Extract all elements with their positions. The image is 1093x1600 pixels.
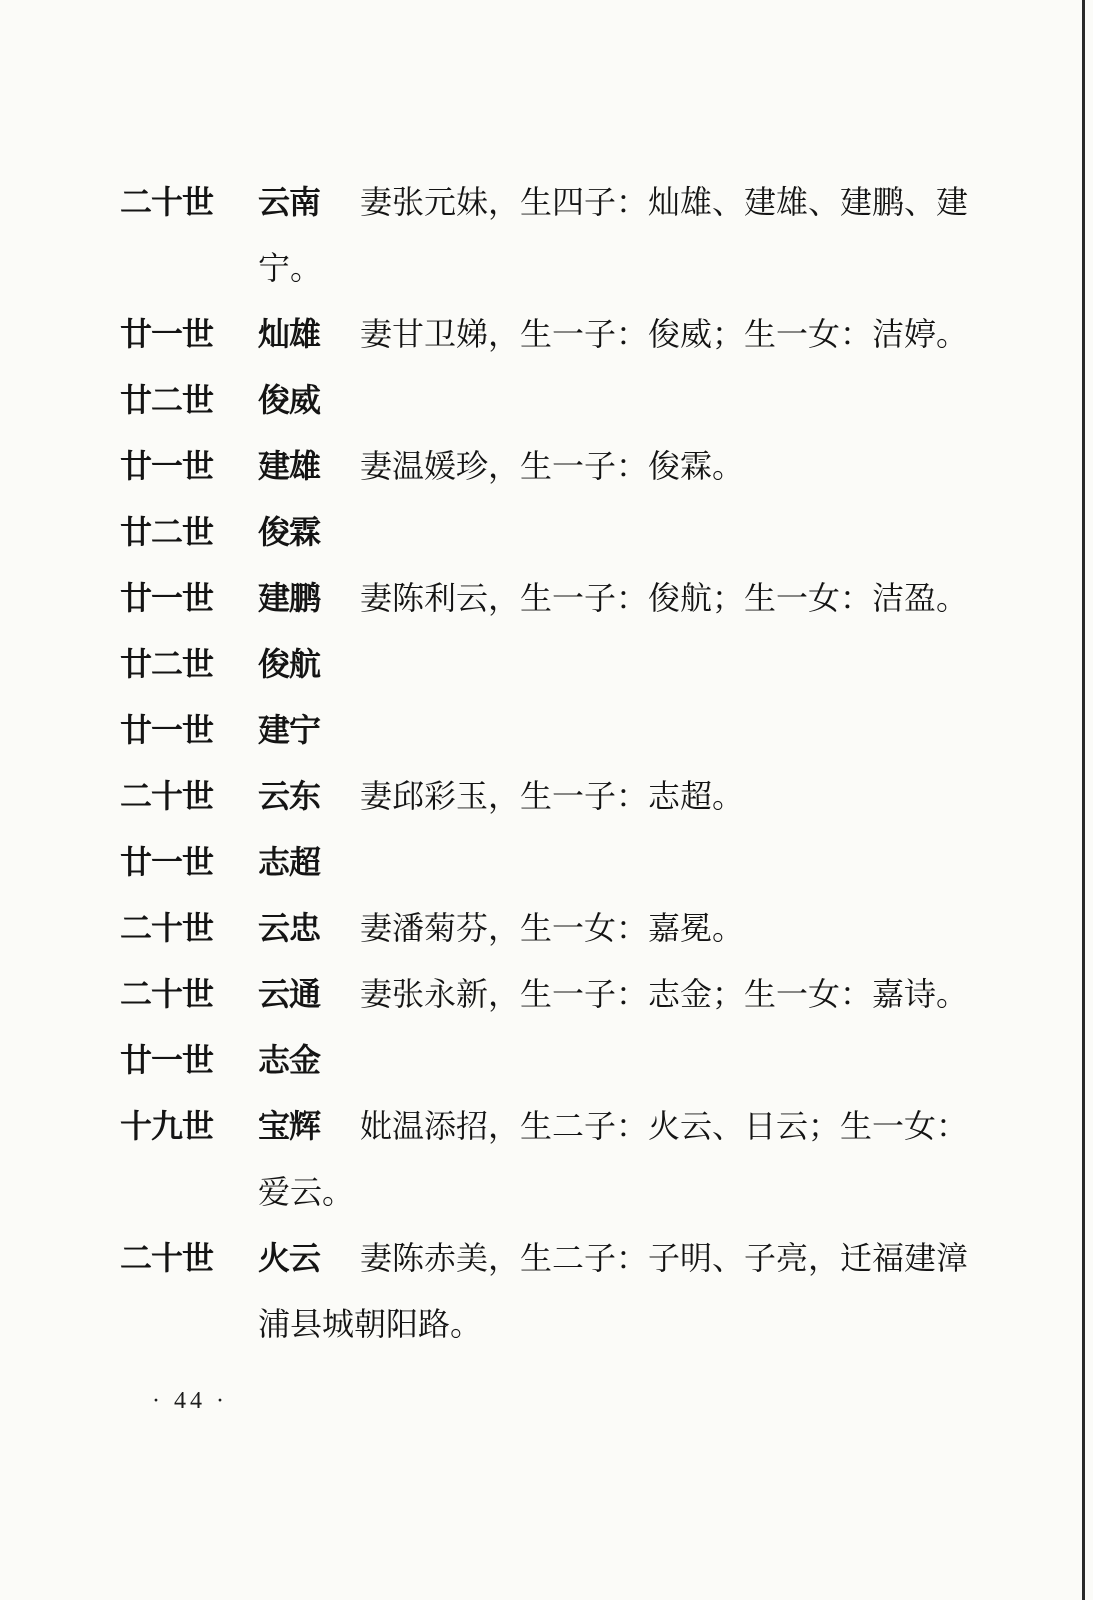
genealogy-entries <box>120 180 969 1368</box>
entry-description: 妻邱彩玉，生一子：志超。 <box>360 777 745 815</box>
person-name: 志超 <box>258 843 321 881</box>
genealogy-entry <box>120 1038 960 1082</box>
person-name: 宝辉 <box>258 1107 321 1145</box>
generation-label: 二十世 <box>120 777 214 815</box>
genealogy-entry <box>120 774 960 818</box>
person-name: 云南 <box>258 183 321 221</box>
entry-description: 妣温添招，生二子：火云、日云；生一女： <box>360 1107 969 1145</box>
generation-label: 廿一世 <box>120 447 214 485</box>
person-name: 云东 <box>258 777 321 815</box>
person-name: 云通 <box>258 975 321 1013</box>
entry-description: 妻潘菊芬，生一女：嘉冕。 <box>360 909 745 947</box>
generation-label: 廿二世 <box>120 645 214 683</box>
entry-description: 妻温媛珍，生一子：俊霖。 <box>360 447 745 485</box>
entry-continuation: 浦县城朝阳路。 <box>258 1305 483 1343</box>
genealogy-entry <box>120 708 960 752</box>
generation-label: 廿一世 <box>120 1041 214 1079</box>
genealogy-entry <box>120 378 960 422</box>
generation-label: 二十世 <box>120 183 214 221</box>
person-name: 志金 <box>258 1041 321 1079</box>
genealogy-entry <box>120 972 969 1016</box>
entry-continuation: 宁。 <box>258 249 323 287</box>
generation-label: 廿一世 <box>120 843 214 881</box>
entry-continuation: 爱云。 <box>258 1173 355 1211</box>
page-number: · 44 · <box>152 1388 228 1414</box>
page-edge-line <box>1082 0 1085 1600</box>
generation-label: 廿一世 <box>120 711 214 749</box>
generation-label: 十九世 <box>120 1107 214 1145</box>
genealogy-entry <box>120 576 969 620</box>
genealogy-entry <box>120 642 960 686</box>
person-name: 建宁 <box>258 711 321 749</box>
person-name: 俊威 <box>258 381 321 419</box>
entry-description: 妻张元妹，生四子：灿雄、建雄、建鹏、建 <box>360 183 969 221</box>
person-name: 火云 <box>258 1239 321 1277</box>
person-name: 俊霖 <box>258 513 321 551</box>
generation-label: 廿一世 <box>120 579 214 617</box>
genealogy-entry <box>120 840 960 884</box>
genealogy-entry <box>120 906 960 950</box>
generation-label: 廿一世 <box>120 315 214 353</box>
generation-label: 廿二世 <box>120 513 214 551</box>
genealogy-entry <box>120 444 960 488</box>
person-name: 建雄 <box>258 447 321 485</box>
genealogy-entry <box>120 312 969 356</box>
entry-description: 妻陈利云，生一子：俊航；生一女：洁盈。 <box>360 579 969 617</box>
genealogy-entry <box>120 1104 969 1214</box>
genealogy-entry <box>120 180 969 290</box>
person-name: 云忠 <box>258 909 321 947</box>
genealogy-entry <box>120 510 960 554</box>
entry-description: 妻张永新，生一子：志金；生一女：嘉诗。 <box>360 975 969 1013</box>
entry-description: 妻甘卫娣，生一子：俊威；生一女：洁婷。 <box>360 315 969 353</box>
generation-label: 二十世 <box>120 909 214 947</box>
person-name: 俊航 <box>258 645 321 683</box>
generation-label: 二十世 <box>120 1239 214 1277</box>
generation-label: 廿二世 <box>120 381 214 419</box>
person-name: 建鹏 <box>258 579 321 617</box>
generation-label: 二十世 <box>120 975 214 1013</box>
person-name: 灿雄 <box>258 315 321 353</box>
genealogy-entry <box>120 1236 969 1346</box>
entry-description: 妻陈赤美，生二子：子明、子亮，迁福建漳 <box>360 1239 969 1277</box>
